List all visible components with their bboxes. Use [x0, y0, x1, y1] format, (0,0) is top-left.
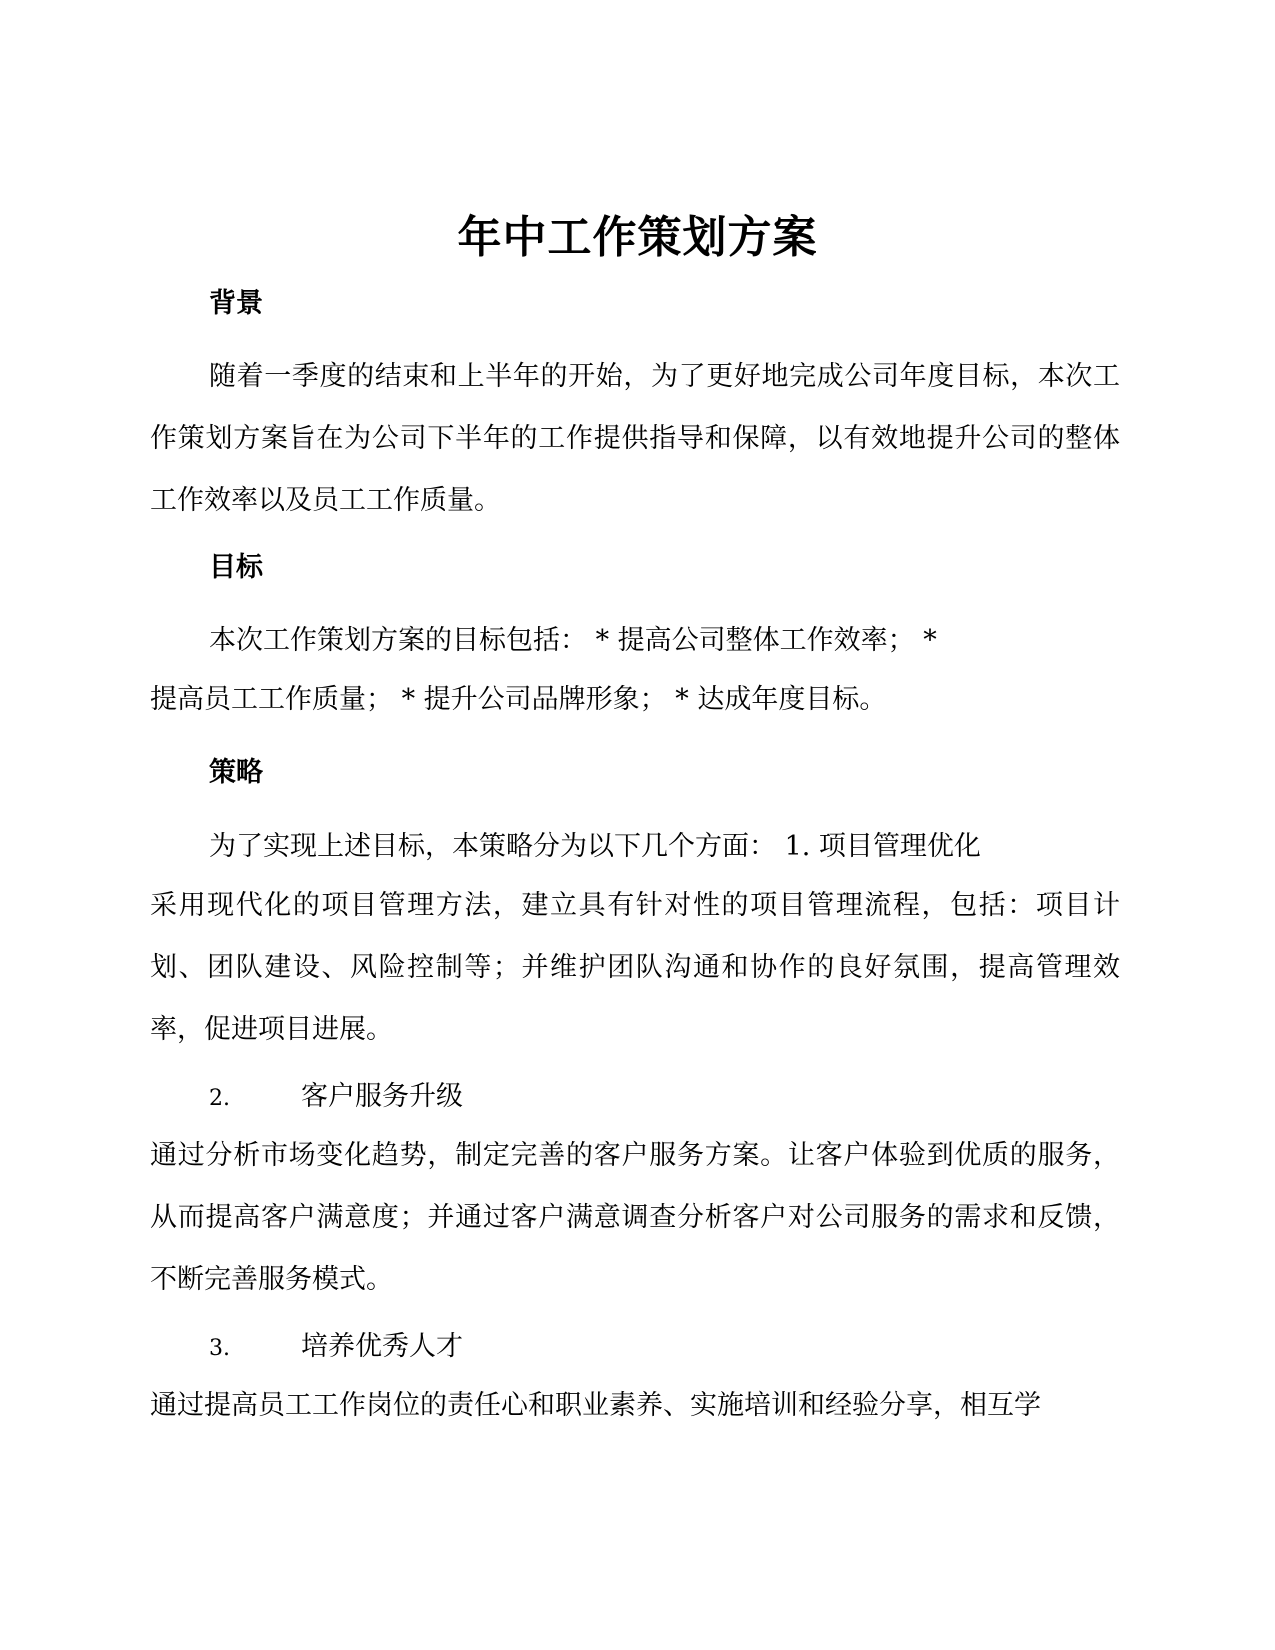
- list-number: 2.: [209, 1086, 230, 1111]
- section-heading-goals: 目标: [209, 552, 263, 583]
- goals-line-2: 提高员工工作质量； * 提升公司品牌形象； * 达成年度目标。: [150, 684, 887, 715]
- list-item-title: 客户服务升级: [301, 1081, 463, 1112]
- list-item-title: 培养优秀人才: [301, 1331, 463, 1362]
- list-number: 3.: [209, 1336, 230, 1361]
- strategy-item2-heading: [209, 1077, 463, 1119]
- strategy-intro: 为了实现上述目标，本策略分为以下几个方面： 1. 项目管理优化: [209, 831, 981, 862]
- strategy-item3-heading: [209, 1327, 463, 1369]
- goals-line-1: 本次工作策划方案的目标包括： * 提高公司整体工作效率； *: [209, 625, 937, 656]
- strategy-item1-paragraph: 采用现代化的项目管理方法，建立具有针对性的项目管理流程，包括：项目计划、团队建设、风险控制等；并维护团队沟通和协作的良好氛围，提高管理效率，促进项目进展。: [150, 890, 1120, 1045]
- section-heading-strategy: 策略: [209, 757, 263, 788]
- background-paragraph: 随着一季度的结束和上半年的开始，为了更好地完成公司年度目标，本次工作策划方案旨在为公司下半年的工作提供指导和保障，以有效地提升公司的整体工作效率以及员工工作质量。: [150, 361, 1120, 516]
- document-title: 年中工作策划方案: [457, 212, 818, 263]
- strategy-item2-paragraph: 通过分析市场变化趋势，制定完善的客户服务方案。让客户体验到优质的服务，从而提高客户满意度；并通过客户满意调查分析客户对公司服务的需求和反馈，不断完善服务模式。: [150, 1140, 1120, 1295]
- section-heading-background: 背景: [209, 288, 263, 319]
- strategy-item3-paragraph: 通过提高员工工作岗位的责任心和职业素养、实施培训和经验分享，相互学: [150, 1390, 1041, 1421]
